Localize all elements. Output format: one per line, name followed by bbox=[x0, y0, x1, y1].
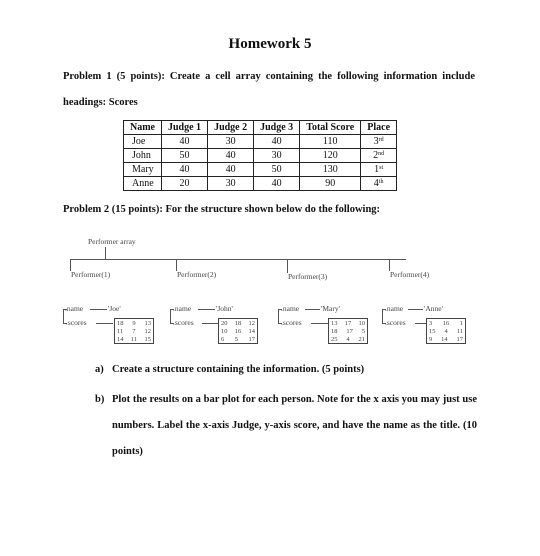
score-row bbox=[117, 320, 151, 328]
score-cell: 9 bbox=[132, 320, 136, 327]
problem1-line2: headings: Scores bbox=[63, 97, 138, 108]
score-cell: 25 bbox=[331, 336, 338, 343]
place-suffix: st bbox=[379, 165, 384, 171]
performer2-name-value: 'John' bbox=[216, 304, 233, 313]
performer1-name-field: .name bbox=[65, 304, 84, 313]
score-cell: 18 bbox=[331, 328, 338, 335]
score-row bbox=[331, 328, 365, 336]
performer3-name-connector bbox=[305, 309, 320, 310]
cell-total: 120 bbox=[300, 149, 361, 163]
place-suffix: rd bbox=[378, 137, 384, 143]
table-header-row bbox=[124, 121, 397, 135]
task-text: Create a structure containing the information. (5 points) bbox=[112, 364, 365, 375]
score-row bbox=[429, 336, 463, 344]
score-cell: 13 bbox=[331, 320, 338, 327]
header-judge3: Judge 3 bbox=[254, 121, 300, 135]
task-list bbox=[95, 364, 477, 465]
performer3-scores-field: .scores bbox=[281, 318, 302, 327]
page-title: Homework 5 bbox=[228, 36, 312, 52]
cell-judge3: 50 bbox=[254, 163, 300, 177]
score-cell: 7 bbox=[132, 328, 136, 335]
score-cell: 10 bbox=[221, 328, 228, 335]
performer4-scores-connector bbox=[415, 323, 426, 324]
score-row bbox=[117, 328, 151, 336]
table-row bbox=[124, 163, 397, 177]
cell-judge3: 40 bbox=[254, 177, 300, 191]
score-row bbox=[331, 320, 365, 328]
performer1-scores-connector bbox=[96, 323, 113, 324]
score-cell: 18 bbox=[234, 320, 242, 327]
performer3-label: Performer(3) bbox=[288, 272, 328, 281]
score-row bbox=[429, 320, 463, 328]
performer2-field-line bbox=[170, 309, 171, 323]
task-label: b) bbox=[95, 394, 105, 405]
score-cell: 3 bbox=[429, 320, 433, 327]
place-suffix: th bbox=[378, 179, 384, 185]
cell-place bbox=[361, 177, 397, 191]
score-row bbox=[221, 328, 255, 336]
score-cell: 11 bbox=[456, 328, 463, 335]
score-cell: 16 bbox=[234, 328, 242, 335]
score-cell: 18 bbox=[117, 320, 124, 327]
cell-name: Mary bbox=[124, 163, 162, 177]
cell-judge3: 30 bbox=[254, 149, 300, 163]
problem2-heading: Problem 2 (15 points): For the structure shown below do the following: bbox=[63, 204, 381, 215]
root-bus-line bbox=[70, 259, 406, 260]
task-text: Plot the results on a bar plot for each person. Note for the x axis you may just use numbers. Label the x-axis Judge, y-axis score, and have the name as the title. (10 points) bbox=[112, 394, 477, 457]
performer3-scores-box bbox=[328, 318, 368, 344]
task-label: a) bbox=[95, 364, 104, 375]
performer3-name-field: .name bbox=[281, 304, 300, 313]
score-cell: 4 bbox=[346, 336, 350, 343]
score-cell: 11 bbox=[117, 328, 124, 335]
score-cell: 20 bbox=[221, 320, 228, 327]
score-cell: 12 bbox=[248, 320, 255, 327]
score-row bbox=[331, 336, 365, 344]
score-cell: 14 bbox=[441, 336, 448, 343]
header-place: Place bbox=[361, 121, 397, 135]
score-cell: 17 bbox=[346, 328, 353, 335]
cell-name: Joe bbox=[124, 135, 162, 149]
cell-judge2: 40 bbox=[208, 163, 254, 177]
performer3-name-value: 'Mary' bbox=[321, 304, 340, 313]
cell-total: 130 bbox=[300, 163, 361, 177]
performer2-scores-field: .scores bbox=[173, 318, 194, 327]
header-judge2: Judge 2 bbox=[208, 121, 254, 135]
cell-judge1: 50 bbox=[162, 149, 208, 163]
problem1-line1: Problem 1 (5 points): Create a cell array containing the following information include bbox=[63, 71, 475, 82]
score-cell: 15 bbox=[144, 336, 151, 343]
cell-place bbox=[361, 149, 397, 163]
score-cell: 13 bbox=[144, 320, 151, 327]
score-row bbox=[117, 336, 151, 344]
cell-judge1: 40 bbox=[162, 163, 208, 177]
performer2-name-field: .name bbox=[173, 304, 192, 313]
performer4-scores-field: .scores bbox=[385, 318, 406, 327]
performer4-label: Performer(4) bbox=[390, 270, 430, 279]
performer2-scores-connector bbox=[202, 323, 218, 324]
structure-diagram bbox=[60, 232, 490, 357]
performer2-label: Performer(2) bbox=[177, 270, 217, 279]
place-number: 4 bbox=[373, 178, 379, 189]
performer2-name-connector bbox=[198, 309, 215, 310]
performer1-scores-box bbox=[114, 318, 154, 344]
score-cell: 12 bbox=[144, 328, 151, 335]
header-name: Name bbox=[124, 121, 162, 135]
performer4-name-connector bbox=[408, 309, 423, 310]
cell-total: 110 bbox=[300, 135, 361, 149]
performer4-scores-box bbox=[426, 318, 466, 344]
score-cell: 15 bbox=[429, 328, 436, 335]
table-row bbox=[124, 149, 397, 163]
performer3-scores-connector bbox=[311, 323, 328, 324]
performer4-field-line bbox=[382, 309, 383, 323]
cell-total: 90 bbox=[300, 177, 361, 191]
score-cell: 14 bbox=[117, 336, 124, 343]
table-row bbox=[124, 135, 397, 149]
cell-place bbox=[361, 135, 397, 149]
cell-judge2: 40 bbox=[208, 149, 254, 163]
cell-judge1: 20 bbox=[162, 177, 208, 191]
header-total: Total Score bbox=[300, 121, 361, 135]
score-cell: 16 bbox=[442, 320, 450, 327]
score-row bbox=[221, 320, 255, 328]
cell-judge1: 40 bbox=[162, 135, 208, 149]
root-stem-line bbox=[105, 247, 106, 259]
score-row bbox=[221, 336, 255, 344]
performer3-field-line bbox=[278, 309, 279, 323]
score-cell: 9 bbox=[429, 336, 433, 343]
performer4-name-field: .name bbox=[385, 304, 404, 313]
table-row bbox=[124, 177, 397, 191]
task-item bbox=[95, 394, 477, 465]
place-number: 3 bbox=[373, 136, 379, 147]
score-cell: 11 bbox=[130, 336, 138, 343]
cell-judge2: 30 bbox=[208, 135, 254, 149]
performer4-name-value: 'Anne' bbox=[424, 304, 443, 313]
score-cell: 10 bbox=[358, 320, 365, 327]
place-number: 1 bbox=[374, 164, 380, 175]
performer3-drop-line bbox=[287, 259, 288, 273]
performer1-label: Performer(1) bbox=[71, 270, 111, 279]
performer1-scores-field: .scores bbox=[66, 318, 87, 327]
cell-name: Anne bbox=[124, 177, 162, 191]
score-cell: 4 bbox=[444, 328, 448, 335]
place-number: 2 bbox=[373, 150, 379, 161]
score-cell: 5 bbox=[361, 328, 365, 335]
score-cell: 14 bbox=[248, 328, 255, 335]
root-label: Performer array bbox=[88, 237, 136, 246]
score-cell: 1 bbox=[459, 320, 463, 327]
scores-table bbox=[123, 120, 397, 191]
task-item bbox=[95, 364, 477, 376]
score-cell: 5 bbox=[234, 336, 238, 343]
score-row bbox=[429, 328, 463, 336]
cell-place bbox=[361, 163, 397, 177]
score-cell: 17 bbox=[456, 336, 463, 343]
header-judge1: Judge 1 bbox=[162, 121, 208, 135]
score-cell: 17 bbox=[248, 336, 255, 343]
performer2-scores-box bbox=[218, 318, 258, 344]
score-cell: 17 bbox=[344, 320, 352, 327]
score-cell: 6 bbox=[221, 336, 225, 343]
cell-judge2: 30 bbox=[208, 177, 254, 191]
performer1-field-line bbox=[63, 309, 64, 323]
cell-judge3: 40 bbox=[254, 135, 300, 149]
performer1-name-connector bbox=[90, 309, 107, 310]
score-cell: 21 bbox=[358, 336, 365, 343]
place-suffix: nd bbox=[378, 151, 385, 157]
cell-name: John bbox=[124, 149, 162, 163]
performer1-name-value: 'Joe' bbox=[108, 304, 121, 313]
